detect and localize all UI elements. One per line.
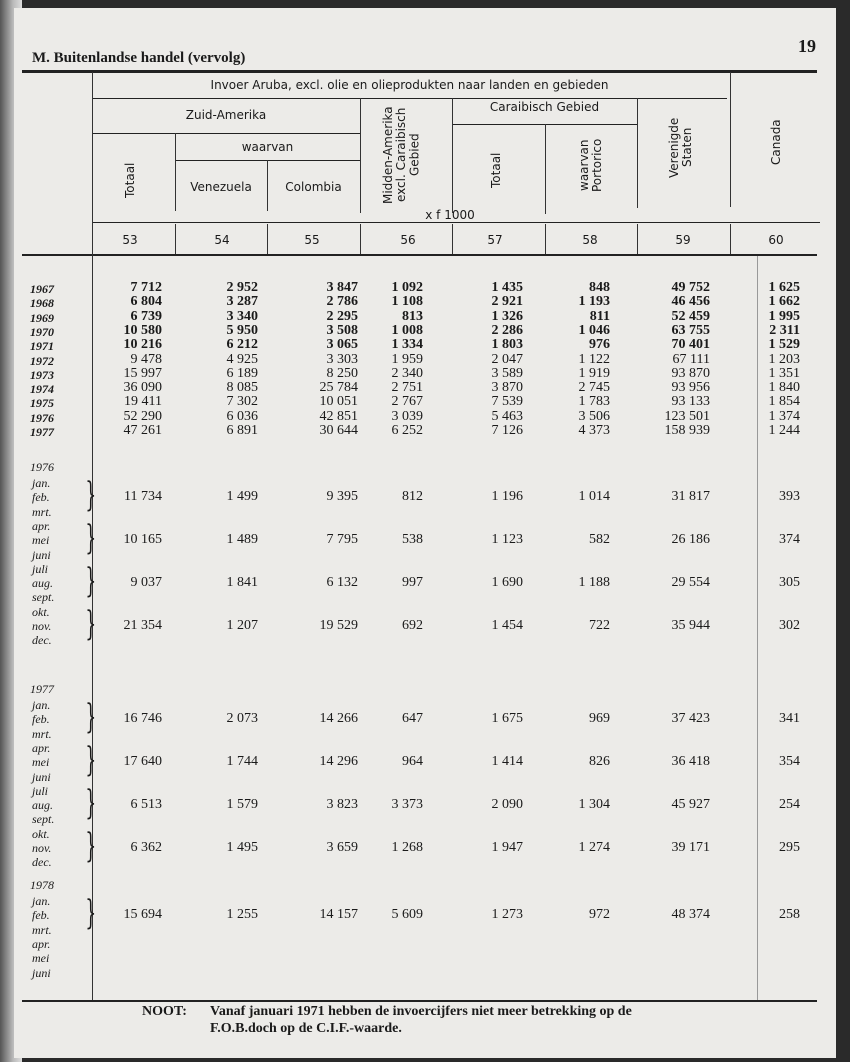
table-cell: 93 956 <box>671 380 710 396</box>
table-cell: 36 418 <box>671 754 710 770</box>
month-label: okt. <box>32 604 50 619</box>
month-label: dec. <box>32 633 52 648</box>
table-cell: 2 921 <box>491 294 523 310</box>
table-cell: 1 274 <box>578 840 610 855</box>
table-cell: 3 303 <box>326 351 358 367</box>
table-cell: 67 111 <box>672 351 710 367</box>
month-label: dec. <box>32 855 52 870</box>
month-label: juli <box>32 783 49 798</box>
table-cell: 42 851 <box>319 408 358 424</box>
table-cell: 29 554 <box>671 575 710 591</box>
table-cell: 997 <box>402 575 423 591</box>
table-cell: 1 255 <box>226 907 258 923</box>
table-cell: 36 090 <box>123 380 162 396</box>
quarter-brace: } <box>85 783 97 824</box>
row-year: 1971 <box>30 339 54 354</box>
month-label: apr. <box>32 518 51 533</box>
table-cell: 1 435 <box>491 280 523 295</box>
col-number-54: 54 <box>214 233 230 247</box>
month-label: mrt. <box>32 922 52 937</box>
table-cell: 7 539 <box>491 394 523 410</box>
row-year: 1967 <box>30 282 54 296</box>
table-cell: 3 506 <box>578 408 610 424</box>
month-label: mei <box>32 533 50 548</box>
row-year: 1972 <box>30 353 54 368</box>
table-cell: 3 847 <box>326 280 358 295</box>
month-label: feb. <box>32 490 50 505</box>
month-label: jan. <box>32 698 51 712</box>
table-cell: 1 919 <box>578 365 610 381</box>
table-cell: 1 008 <box>391 322 423 338</box>
table-cell: 1 529 <box>768 337 800 353</box>
table-cell: 813 <box>402 308 423 324</box>
row-year: 1969 <box>30 310 54 325</box>
table-cell: 46 456 <box>671 294 710 310</box>
table-cell: 254 <box>779 797 800 813</box>
table-cell: 1 625 <box>768 280 800 295</box>
month-label: juni <box>32 965 51 980</box>
table-cell: 2 340 <box>391 365 423 381</box>
group-caraibisch: Caraibisch Gebied <box>489 100 600 114</box>
row-year: 1968 <box>30 296 54 311</box>
table-cell: 2 751 <box>391 380 423 396</box>
table-cell: 26 186 <box>671 532 710 548</box>
table-cell: 47 261 <box>123 423 162 438</box>
table-cell: 6 362 <box>130 840 162 855</box>
table-cell: 2 786 <box>326 294 358 310</box>
month-label: okt. <box>32 826 50 841</box>
table-cell: 70 401 <box>671 337 710 353</box>
table-cell: 1 123 <box>491 532 523 548</box>
table-cell: 2 073 <box>226 711 258 727</box>
period-year: 1977 <box>30 682 54 696</box>
table-cell: 1 326 <box>491 308 523 324</box>
table-cell: 30 644 <box>319 423 358 438</box>
table-cell: 1 108 <box>391 294 423 310</box>
table-cell: 1 414 <box>491 754 523 770</box>
table-cell: 31 817 <box>671 489 710 505</box>
month-label: apr. <box>32 740 51 755</box>
col-header-55: Colombia <box>285 180 342 194</box>
col-number-60: 60 <box>768 233 784 247</box>
table-cell: 258 <box>779 907 800 923</box>
table-cell: 93 133 <box>671 394 710 410</box>
super-header: Invoer Aruba, excl. olie en olieprodukten naar landen en gebieden <box>210 78 609 92</box>
table-cell: 1 351 <box>768 365 800 381</box>
table-cell: 1 840 <box>768 380 800 396</box>
table-cell: 972 <box>589 907 610 923</box>
quarter-brace: } <box>85 826 97 866</box>
group-waarvan: waarvan <box>241 140 294 154</box>
table-cell: 9 395 <box>326 489 358 505</box>
table-cell: 93 870 <box>671 365 710 381</box>
table-cell: 1 092 <box>391 280 423 295</box>
table-cell: 2 047 <box>491 351 523 367</box>
table-cell: 15 694 <box>123 907 162 923</box>
table-cell: 6 739 <box>130 308 162 324</box>
month-label: juni <box>32 547 51 562</box>
table-cell: 393 <box>779 489 800 505</box>
col-header-53: Totaal <box>123 162 137 198</box>
table-cell: 63 755 <box>671 322 710 338</box>
col-header-54: Venezuela <box>190 180 252 194</box>
table-cell: 295 <box>779 840 800 855</box>
col-header-59: Verenigde Staten <box>667 117 695 178</box>
row-year: 1977 <box>30 425 54 439</box>
period-year: 1978 <box>30 878 54 892</box>
unit-label: x f 1000 <box>425 208 475 222</box>
table-cell: 39 171 <box>671 840 710 855</box>
table-cell: 1 854 <box>768 394 800 410</box>
table-cell: 1 304 <box>578 797 610 813</box>
table-cell: 52 290 <box>123 408 162 424</box>
table-cell: 5 463 <box>491 408 523 424</box>
month-label: jan. <box>32 894 51 908</box>
table-cell: 48 374 <box>671 907 710 923</box>
table-cell: 49 752 <box>671 280 710 295</box>
table-cell: 14 157 <box>319 907 358 923</box>
table-cell: 1 203 <box>768 351 800 367</box>
month-label: apr. <box>32 936 51 951</box>
table-cell: 5 609 <box>391 907 423 923</box>
table-cell: 7 302 <box>226 394 258 410</box>
table-cell: 19 529 <box>319 618 358 633</box>
table-cell: 2 745 <box>578 380 610 396</box>
row-year: 1975 <box>30 396 54 411</box>
table-cell: 1 273 <box>491 907 523 923</box>
table-cell: 37 423 <box>671 711 710 727</box>
table-cell: 21 354 <box>123 618 162 633</box>
table-cell: 1 014 <box>578 489 610 505</box>
table-cell: 2 090 <box>491 797 523 813</box>
col-number-55: 55 <box>304 233 320 247</box>
table-cell: 19 411 <box>124 394 162 410</box>
table-cell: 826 <box>589 754 610 770</box>
table-cell: 10 580 <box>123 322 162 338</box>
page-number: 19 <box>798 36 816 56</box>
table-cell: 812 <box>402 489 423 505</box>
section-title: M. Buitenlandse handel (vervolg) <box>32 50 246 66</box>
table-cell: 1 947 <box>491 840 523 855</box>
table-cell: 1 495 <box>226 840 258 855</box>
quarter-brace: } <box>85 561 97 602</box>
table-cell: 25 784 <box>319 380 358 396</box>
table-cell: 1 122 <box>578 351 610 367</box>
table-cell: 52 459 <box>671 308 710 324</box>
month-label: juli <box>32 561 49 576</box>
table-cell: 6 252 <box>391 423 423 438</box>
table-cell: 8 085 <box>226 380 258 396</box>
note-line-1: Vanaf januari 1971 hebben de invoercijfers niet meer betrekking op de <box>210 1004 632 1019</box>
table-cell: 1 499 <box>226 489 258 505</box>
table-cell: 2 286 <box>491 322 523 338</box>
col-header-57: Totaal <box>489 152 503 188</box>
month-label: juni <box>32 769 51 784</box>
group-zuid-amerika: Zuid-Amerika <box>185 108 267 122</box>
table-cell: 3 065 <box>326 337 358 353</box>
table-cell: 14 266 <box>319 711 358 727</box>
quarter-brace: } <box>85 740 97 781</box>
table-cell: 158 939 <box>664 423 710 438</box>
table-cell: 722 <box>589 618 610 633</box>
table-cell: 7 795 <box>326 532 358 548</box>
table-cell: 2 295 <box>326 308 358 324</box>
table-cell: 1 690 <box>491 575 523 591</box>
table-cell: 1 244 <box>768 423 800 438</box>
table-cell: 302 <box>779 618 800 633</box>
note-line-2: F.O.B.doch op de C.I.F.-waarde. <box>210 1021 402 1036</box>
table-cell: 35 944 <box>671 618 710 633</box>
note-label: NOOT: <box>142 1004 187 1019</box>
month-label: aug. <box>32 576 53 591</box>
col-number-53: 53 <box>122 233 138 247</box>
col-number-58: 58 <box>582 233 598 247</box>
month-label: jan. <box>32 476 51 490</box>
table-cell: 2 311 <box>769 322 800 338</box>
table-cell: 1 207 <box>226 618 258 633</box>
table-cell: 3 589 <box>491 365 523 381</box>
table-cell: 1 196 <box>491 489 523 505</box>
quarter-brace: } <box>85 475 97 516</box>
table-cell: 1 374 <box>768 408 800 424</box>
table-cell: 1 489 <box>226 532 258 548</box>
table-cell: 1 995 <box>768 308 800 324</box>
table-cell: 16 746 <box>123 711 162 727</box>
table-cell: 7 712 <box>130 280 162 295</box>
table-cell: 6 036 <box>226 408 258 424</box>
col-header-58: waarvan Portorico <box>577 138 605 192</box>
table-cell: 6 891 <box>226 423 258 438</box>
month-label: mrt. <box>32 726 52 741</box>
table-cell: 1 046 <box>578 322 610 338</box>
col-header-60: Canada <box>769 119 783 166</box>
table-cell: 341 <box>779 711 800 727</box>
month-label: aug. <box>32 798 53 813</box>
table-cell: 6 212 <box>226 337 258 353</box>
month-label: mei <box>32 755 50 770</box>
table-cell: 354 <box>779 754 800 770</box>
quarter-brace: } <box>85 697 97 738</box>
table-cell: 1 579 <box>226 797 258 813</box>
table-cell: 9 478 <box>130 351 162 367</box>
table-cell: 10 051 <box>319 394 358 410</box>
table-cell: 3 039 <box>391 408 423 424</box>
table-cell: 3 373 <box>391 797 423 813</box>
table-cell: 969 <box>589 711 610 727</box>
table-cell: 123 501 <box>664 408 710 424</box>
table-cell: 582 <box>589 532 610 548</box>
table-cell: 17 640 <box>123 754 162 770</box>
table-cell: 6 513 <box>130 797 162 813</box>
table-cell: 6 189 <box>226 365 258 381</box>
quarter-brace: } <box>85 604 97 644</box>
col-number-57: 57 <box>487 233 503 247</box>
table-cell: 1 662 <box>768 294 800 310</box>
table-cell: 1 454 <box>491 618 523 633</box>
table-cell: 45 927 <box>671 797 710 813</box>
table-cell: 6 804 <box>130 294 162 310</box>
month-label: sept. <box>32 812 55 827</box>
table-cell: 1 783 <box>578 394 610 410</box>
month-label: feb. <box>32 712 50 727</box>
table-cell: 7 126 <box>491 423 523 438</box>
table-cell: 1 268 <box>391 840 423 855</box>
row-year: 1973 <box>30 367 54 382</box>
month-label: mei <box>32 951 50 966</box>
table-cell: 305 <box>779 575 800 591</box>
table-cell: 1 675 <box>491 711 523 727</box>
table-cell: 964 <box>402 754 423 770</box>
table-cell: 3 659 <box>326 840 358 855</box>
month-label: mrt. <box>32 504 52 519</box>
month-label: nov. <box>32 841 52 855</box>
table-cell: 3 340 <box>226 308 258 324</box>
table-cell: 1 744 <box>226 754 258 770</box>
table-cell: 1 959 <box>391 351 423 367</box>
table-cell: 4 925 <box>226 351 258 367</box>
table-cell: 5 950 <box>226 322 258 338</box>
table-cell: 6 132 <box>326 575 358 591</box>
table-cell: 3 823 <box>326 797 358 813</box>
row-year: 1970 <box>30 324 54 339</box>
table-cell: 4 373 <box>578 423 610 438</box>
table-cell: 1 803 <box>491 337 523 353</box>
col-header-56: Midden-Amerika excl. Caraibisch Gebied <box>381 106 422 204</box>
table-cell: 538 <box>402 532 423 548</box>
quarter-brace: } <box>85 518 97 559</box>
table-cell: 1 188 <box>578 575 610 591</box>
table-cell: 811 <box>589 308 610 324</box>
table-cell: 10 165 <box>123 532 162 548</box>
col-number-59: 59 <box>675 233 691 247</box>
month-label: nov. <box>32 619 52 633</box>
table-cell: 1 841 <box>226 575 258 591</box>
table-cell: 11 734 <box>124 489 162 505</box>
period-year: 1976 <box>30 460 54 474</box>
table-cell: 2 767 <box>391 394 423 410</box>
table-cell: 374 <box>779 532 800 548</box>
quarter-brace: } <box>85 893 97 934</box>
row-year: 1976 <box>30 410 54 425</box>
table-cell: 1 334 <box>391 337 423 353</box>
table-cell: 3 287 <box>226 294 258 310</box>
table-cell: 647 <box>402 711 423 727</box>
table-cell: 8 250 <box>326 365 358 381</box>
month-label: feb. <box>32 908 50 923</box>
table-cell: 976 <box>589 337 610 353</box>
table-cell: 848 <box>589 280 610 295</box>
table-cell: 3 508 <box>326 322 358 338</box>
row-year: 1974 <box>30 382 54 397</box>
table-cell: 15 997 <box>123 365 162 381</box>
col-number-56: 56 <box>400 233 416 247</box>
table-cell: 692 <box>402 618 423 633</box>
table-cell: 1 193 <box>578 294 610 310</box>
table-cell: 3 870 <box>491 380 523 396</box>
table-cell: 10 216 <box>123 337 162 353</box>
table-cell: 14 296 <box>319 754 358 770</box>
month-label: sept. <box>32 590 55 605</box>
table-cell: 9 037 <box>130 575 162 591</box>
table-cell: 2 952 <box>226 280 258 295</box>
